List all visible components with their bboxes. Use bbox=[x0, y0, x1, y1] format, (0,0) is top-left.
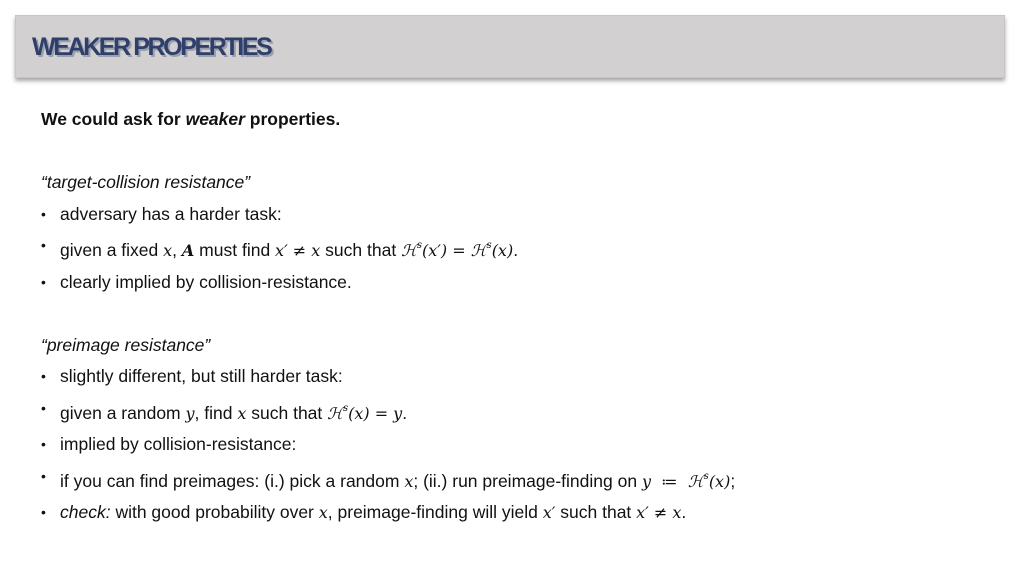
check-label: check: bbox=[60, 502, 111, 522]
section-heading-target-collision: “target-collision resistance” bbox=[41, 172, 251, 192]
lead-emphasis: weaker bbox=[185, 109, 245, 129]
lead-sentence bbox=[41, 104, 1001, 136]
list-item: • clearly implied by collision-resistance. bbox=[41, 267, 1001, 299]
bullet-list-preimage bbox=[41, 361, 1001, 529]
list-item: • given a random y, find x such that ℋ$^s$(x) = y. bbox=[41, 393, 1001, 430]
list-item: • check: with good probability over x, preimage-finding will yield x′ such that x′ ≠ x. bbox=[41, 497, 1001, 529]
bullet-list-target-collision bbox=[41, 199, 1001, 299]
spacer bbox=[41, 136, 1001, 168]
list-item: • implied by collision-resistance: bbox=[41, 429, 1001, 461]
title-bar bbox=[15, 15, 1005, 78]
spacer bbox=[41, 298, 1001, 330]
list-item: • given a fixed x, A must find x′ ≠ x such that ℋ$^s$(x′) = ℋ$^s$(x). bbox=[41, 230, 1001, 267]
list-item: • adversary has a harder task: bbox=[41, 199, 1001, 231]
slide-content bbox=[41, 104, 1001, 529]
section-heading-preimage: “preimage resistance” bbox=[41, 334, 211, 355]
list-item: • if you can find preimages: (i.) pick a random x; (ii.) run preimage-finding on y ≔ ℋ$^s$(x); bbox=[41, 461, 1001, 498]
list-item: • slightly different, but still harder task: bbox=[41, 361, 1001, 393]
lead-text-end: properties. bbox=[244, 109, 341, 129]
slide-title: WEAKER PROPERTIES bbox=[32, 33, 271, 61]
lead-text: We could ask for bbox=[41, 109, 186, 129]
